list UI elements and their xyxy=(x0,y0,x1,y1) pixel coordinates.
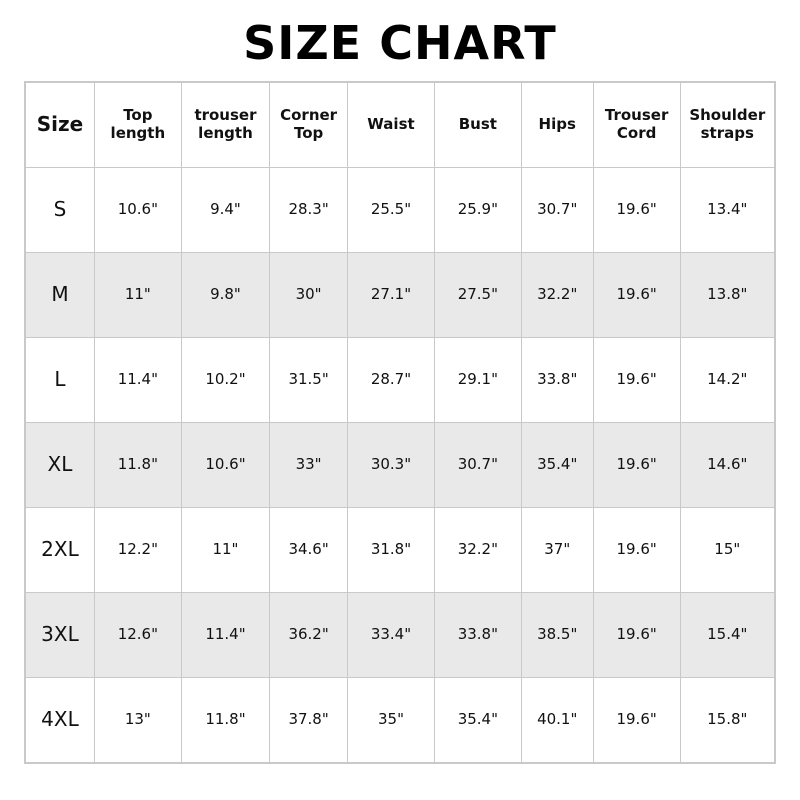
cell-corner-top: 30" xyxy=(270,252,348,337)
column-header-trouser-cord xyxy=(593,82,680,167)
cell-trouser-cord: 19.6" xyxy=(593,677,680,762)
cell-trouser-length: 9.4" xyxy=(181,167,269,252)
cell-waist: 28.7" xyxy=(348,337,435,422)
column-header-trouser-cord-line-1: Trouser xyxy=(604,106,669,125)
column-header-size xyxy=(26,82,95,167)
cell-waist: 33.4" xyxy=(348,592,435,677)
cell-trouser-length: 9.8" xyxy=(181,252,269,337)
cell-waist: 30.3" xyxy=(348,422,435,507)
cell-hips: 40.1" xyxy=(521,677,593,762)
size-chart-table xyxy=(25,82,775,763)
cell-bust: 32.2" xyxy=(434,507,521,592)
column-header-size-line-1: Size xyxy=(36,112,84,137)
cell-top-length: 11.4" xyxy=(94,337,181,422)
column-header-corner-top-line-2: Top xyxy=(293,123,324,142)
cell-shoulder-straps: 13.4" xyxy=(680,167,774,252)
cell-trouser-length: 11.4" xyxy=(181,592,269,677)
cell-shoulder-straps: 14.6" xyxy=(680,422,774,507)
cell-size: L xyxy=(26,337,95,422)
cell-shoulder-straps: 15.4" xyxy=(680,592,774,677)
cell-size: S xyxy=(26,167,95,252)
cell-waist: 31.8" xyxy=(348,507,435,592)
table-row xyxy=(26,167,775,252)
size-chart-table-wrapper xyxy=(24,81,776,764)
cell-top-length: 10.6" xyxy=(94,167,181,252)
cell-size: M xyxy=(26,252,95,337)
table-row xyxy=(26,592,775,677)
column-header-hips xyxy=(521,82,593,167)
table-header-row xyxy=(26,82,775,167)
table-body xyxy=(26,167,775,762)
cell-trouser-cord: 19.6" xyxy=(593,422,680,507)
cell-hips: 35.4" xyxy=(521,422,593,507)
cell-waist: 27.1" xyxy=(348,252,435,337)
cell-trouser-cord: 19.6" xyxy=(593,592,680,677)
cell-corner-top: 34.6" xyxy=(270,507,348,592)
column-header-bust xyxy=(434,82,521,167)
cell-bust: 29.1" xyxy=(434,337,521,422)
cell-size: 3XL xyxy=(26,592,95,677)
cell-waist: 35" xyxy=(348,677,435,762)
page-title: SIZE CHART xyxy=(243,16,557,70)
cell-trouser-length: 10.6" xyxy=(181,422,269,507)
column-header-trouser-cord-line-2: Cord xyxy=(616,123,657,142)
cell-shoulder-straps: 15" xyxy=(680,507,774,592)
cell-bust: 25.9" xyxy=(434,167,521,252)
table-row xyxy=(26,422,775,507)
column-header-shoulder-straps xyxy=(680,82,774,167)
cell-hips: 38.5" xyxy=(521,592,593,677)
table-header xyxy=(26,82,775,167)
column-header-shoulder-straps-line-2: straps xyxy=(700,123,754,142)
column-header-waist-line-1: Waist xyxy=(367,114,415,133)
cell-top-length: 12.2" xyxy=(94,507,181,592)
cell-shoulder-straps: 13.8" xyxy=(680,252,774,337)
table-row xyxy=(26,337,775,422)
cell-bust: 33.8" xyxy=(434,592,521,677)
column-header-top-length xyxy=(94,82,181,167)
cell-trouser-cord: 19.6" xyxy=(593,507,680,592)
cell-size: 4XL xyxy=(26,677,95,762)
cell-bust: 27.5" xyxy=(434,252,521,337)
column-header-top-length-line-2: length xyxy=(110,123,166,142)
column-header-trouser-length-line-1: trouser xyxy=(194,106,257,125)
cell-trouser-length: 10.2" xyxy=(181,337,269,422)
cell-trouser-cord: 19.6" xyxy=(593,337,680,422)
cell-corner-top: 28.3" xyxy=(270,167,348,252)
cell-shoulder-straps: 14.2" xyxy=(680,337,774,422)
cell-waist: 25.5" xyxy=(348,167,435,252)
cell-hips: 33.8" xyxy=(521,337,593,422)
column-header-waist xyxy=(348,82,435,167)
cell-top-length: 13" xyxy=(94,677,181,762)
column-header-hips-line-1: Hips xyxy=(538,114,576,133)
table-row xyxy=(26,677,775,762)
cell-hips: 30.7" xyxy=(521,167,593,252)
column-header-corner-top xyxy=(270,82,348,167)
cell-corner-top: 33" xyxy=(270,422,348,507)
cell-corner-top: 31.5" xyxy=(270,337,348,422)
column-header-trouser-length-line-2: length xyxy=(198,123,253,142)
cell-trouser-length: 11.8" xyxy=(181,677,269,762)
cell-bust: 30.7" xyxy=(434,422,521,507)
cell-top-length: 11.8" xyxy=(94,422,181,507)
column-header-trouser-length xyxy=(181,82,269,167)
table-row xyxy=(26,507,775,592)
table-row xyxy=(26,252,775,337)
column-header-bust-line-1: Bust xyxy=(458,114,497,133)
cell-hips: 37" xyxy=(521,507,593,592)
column-header-corner-top-line-1: Corner xyxy=(280,106,338,125)
cell-bust: 35.4" xyxy=(434,677,521,762)
cell-top-length: 11" xyxy=(94,252,181,337)
cell-size: XL xyxy=(26,422,95,507)
cell-trouser-cord: 19.6" xyxy=(593,252,680,337)
cell-size: 2XL xyxy=(26,507,95,592)
column-header-top-length-line-1: Top xyxy=(123,106,153,125)
cell-top-length: 12.6" xyxy=(94,592,181,677)
cell-corner-top: 36.2" xyxy=(270,592,348,677)
cell-corner-top: 37.8" xyxy=(270,677,348,762)
cell-trouser-cord: 19.6" xyxy=(593,167,680,252)
cell-trouser-length: 11" xyxy=(181,507,269,592)
cell-hips: 32.2" xyxy=(521,252,593,337)
column-header-shoulder-straps-line-1: Shoulder xyxy=(689,106,766,125)
cell-shoulder-straps: 15.8" xyxy=(680,677,774,762)
